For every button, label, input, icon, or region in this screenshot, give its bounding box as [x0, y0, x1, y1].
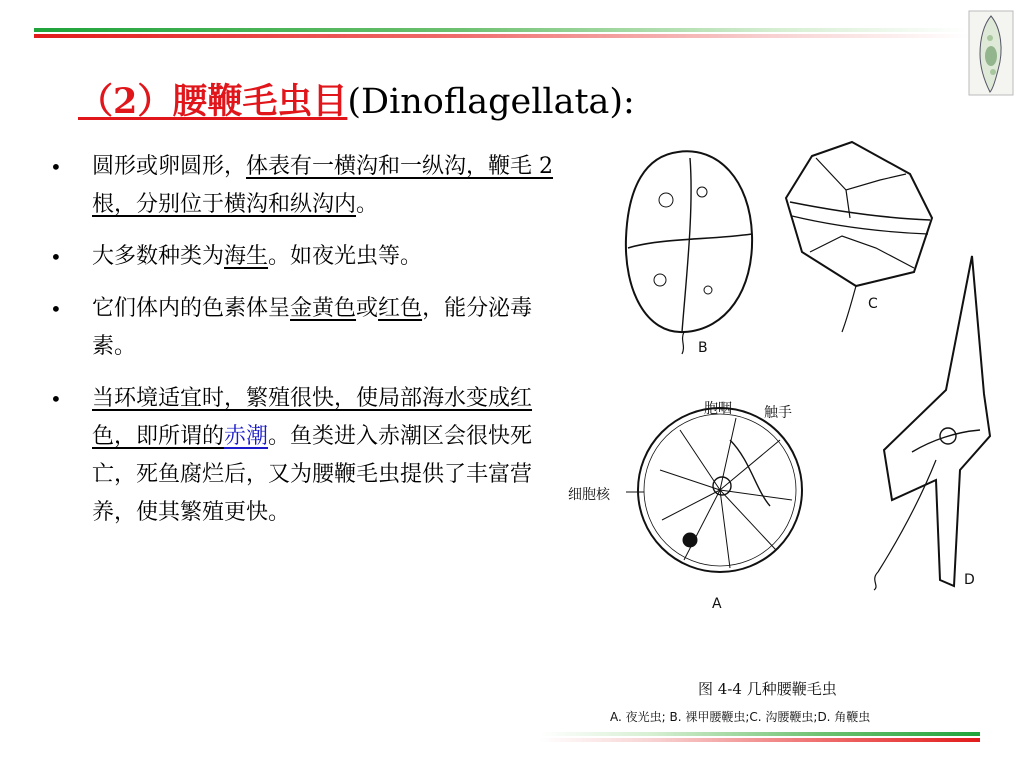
bullet-text: 圆形或卵圆形， [92, 154, 247, 179]
organism-c-drawing [786, 142, 932, 332]
figure-subcaption: A. 夜光虫; B. 裸甲腰鞭虫;C. 沟腰鞭虫;D. 角鞭虫 [610, 710, 871, 724]
figure-drawings [580, 140, 1010, 730]
bullet-habitat [50, 238, 570, 276]
bottom-green-line [540, 732, 980, 736]
slide-title [78, 80, 635, 124]
bullet-text: 大多数种类为 [92, 244, 225, 269]
figure-caption: 图 4-4 几种腰鞭毛虫 [698, 680, 837, 698]
title-chinese: （2）腰鞭毛虫目 [78, 81, 348, 122]
bullet-pigment [50, 290, 570, 366]
bullet-highlight-gold: 金黄色 [290, 296, 357, 321]
bullet-underlined-text: 当环境适宜时，繁殖很快，使局部海水变成红色，即所谓的 [92, 386, 533, 449]
label-c: C [868, 296, 878, 312]
organism-d-drawing [874, 256, 990, 590]
label-d: D [964, 572, 975, 588]
bullet-text: 。 [356, 192, 379, 217]
bullet-text: ，能分泌毒素。 [92, 296, 533, 359]
organism-b-drawing [626, 151, 752, 354]
corner-organism-image [968, 10, 1014, 96]
bullet-red-tide [50, 380, 570, 532]
bottom-decor-bar [540, 732, 980, 744]
bullet-text: 或 [356, 296, 379, 321]
label-pharynx: 胞咽 [704, 401, 732, 417]
red-tide-link[interactable]: 赤潮 [224, 424, 269, 449]
title-latin: (Dinoflagellata): [347, 82, 635, 122]
bullet-list [50, 148, 570, 546]
label-tentacle: 触手 [764, 405, 792, 421]
dinoflagellate-figure [568, 140, 1010, 730]
top-decor-bar [34, 28, 969, 40]
top-red-line [34, 34, 969, 38]
bullet-text: 。如夜光虫等。 [268, 244, 423, 269]
bullet-shape [50, 148, 570, 224]
bottom-red-line [540, 738, 980, 742]
bullet-highlight-red: 红色 [378, 296, 423, 321]
bullet-underlined-text: 海生 [224, 244, 269, 269]
label-b: B [698, 340, 708, 356]
bullet-underlined-text: 体表有一横沟和一纵沟，鞭毛 2 根，分别位于横沟和纵沟内 [92, 154, 554, 217]
label-a: A [712, 596, 722, 612]
top-green-line [34, 28, 969, 32]
bullet-text: 它们体内的色素体呈 [92, 296, 291, 321]
organism-a-drawing [638, 408, 802, 572]
bullet-text: 。鱼类进入赤潮区会很快死亡，死鱼腐烂后，又为腰鞭毛虫提供了丰富营养，使其繁殖更快。 [92, 424, 533, 525]
label-nucleus: 细胞核 [568, 487, 610, 503]
